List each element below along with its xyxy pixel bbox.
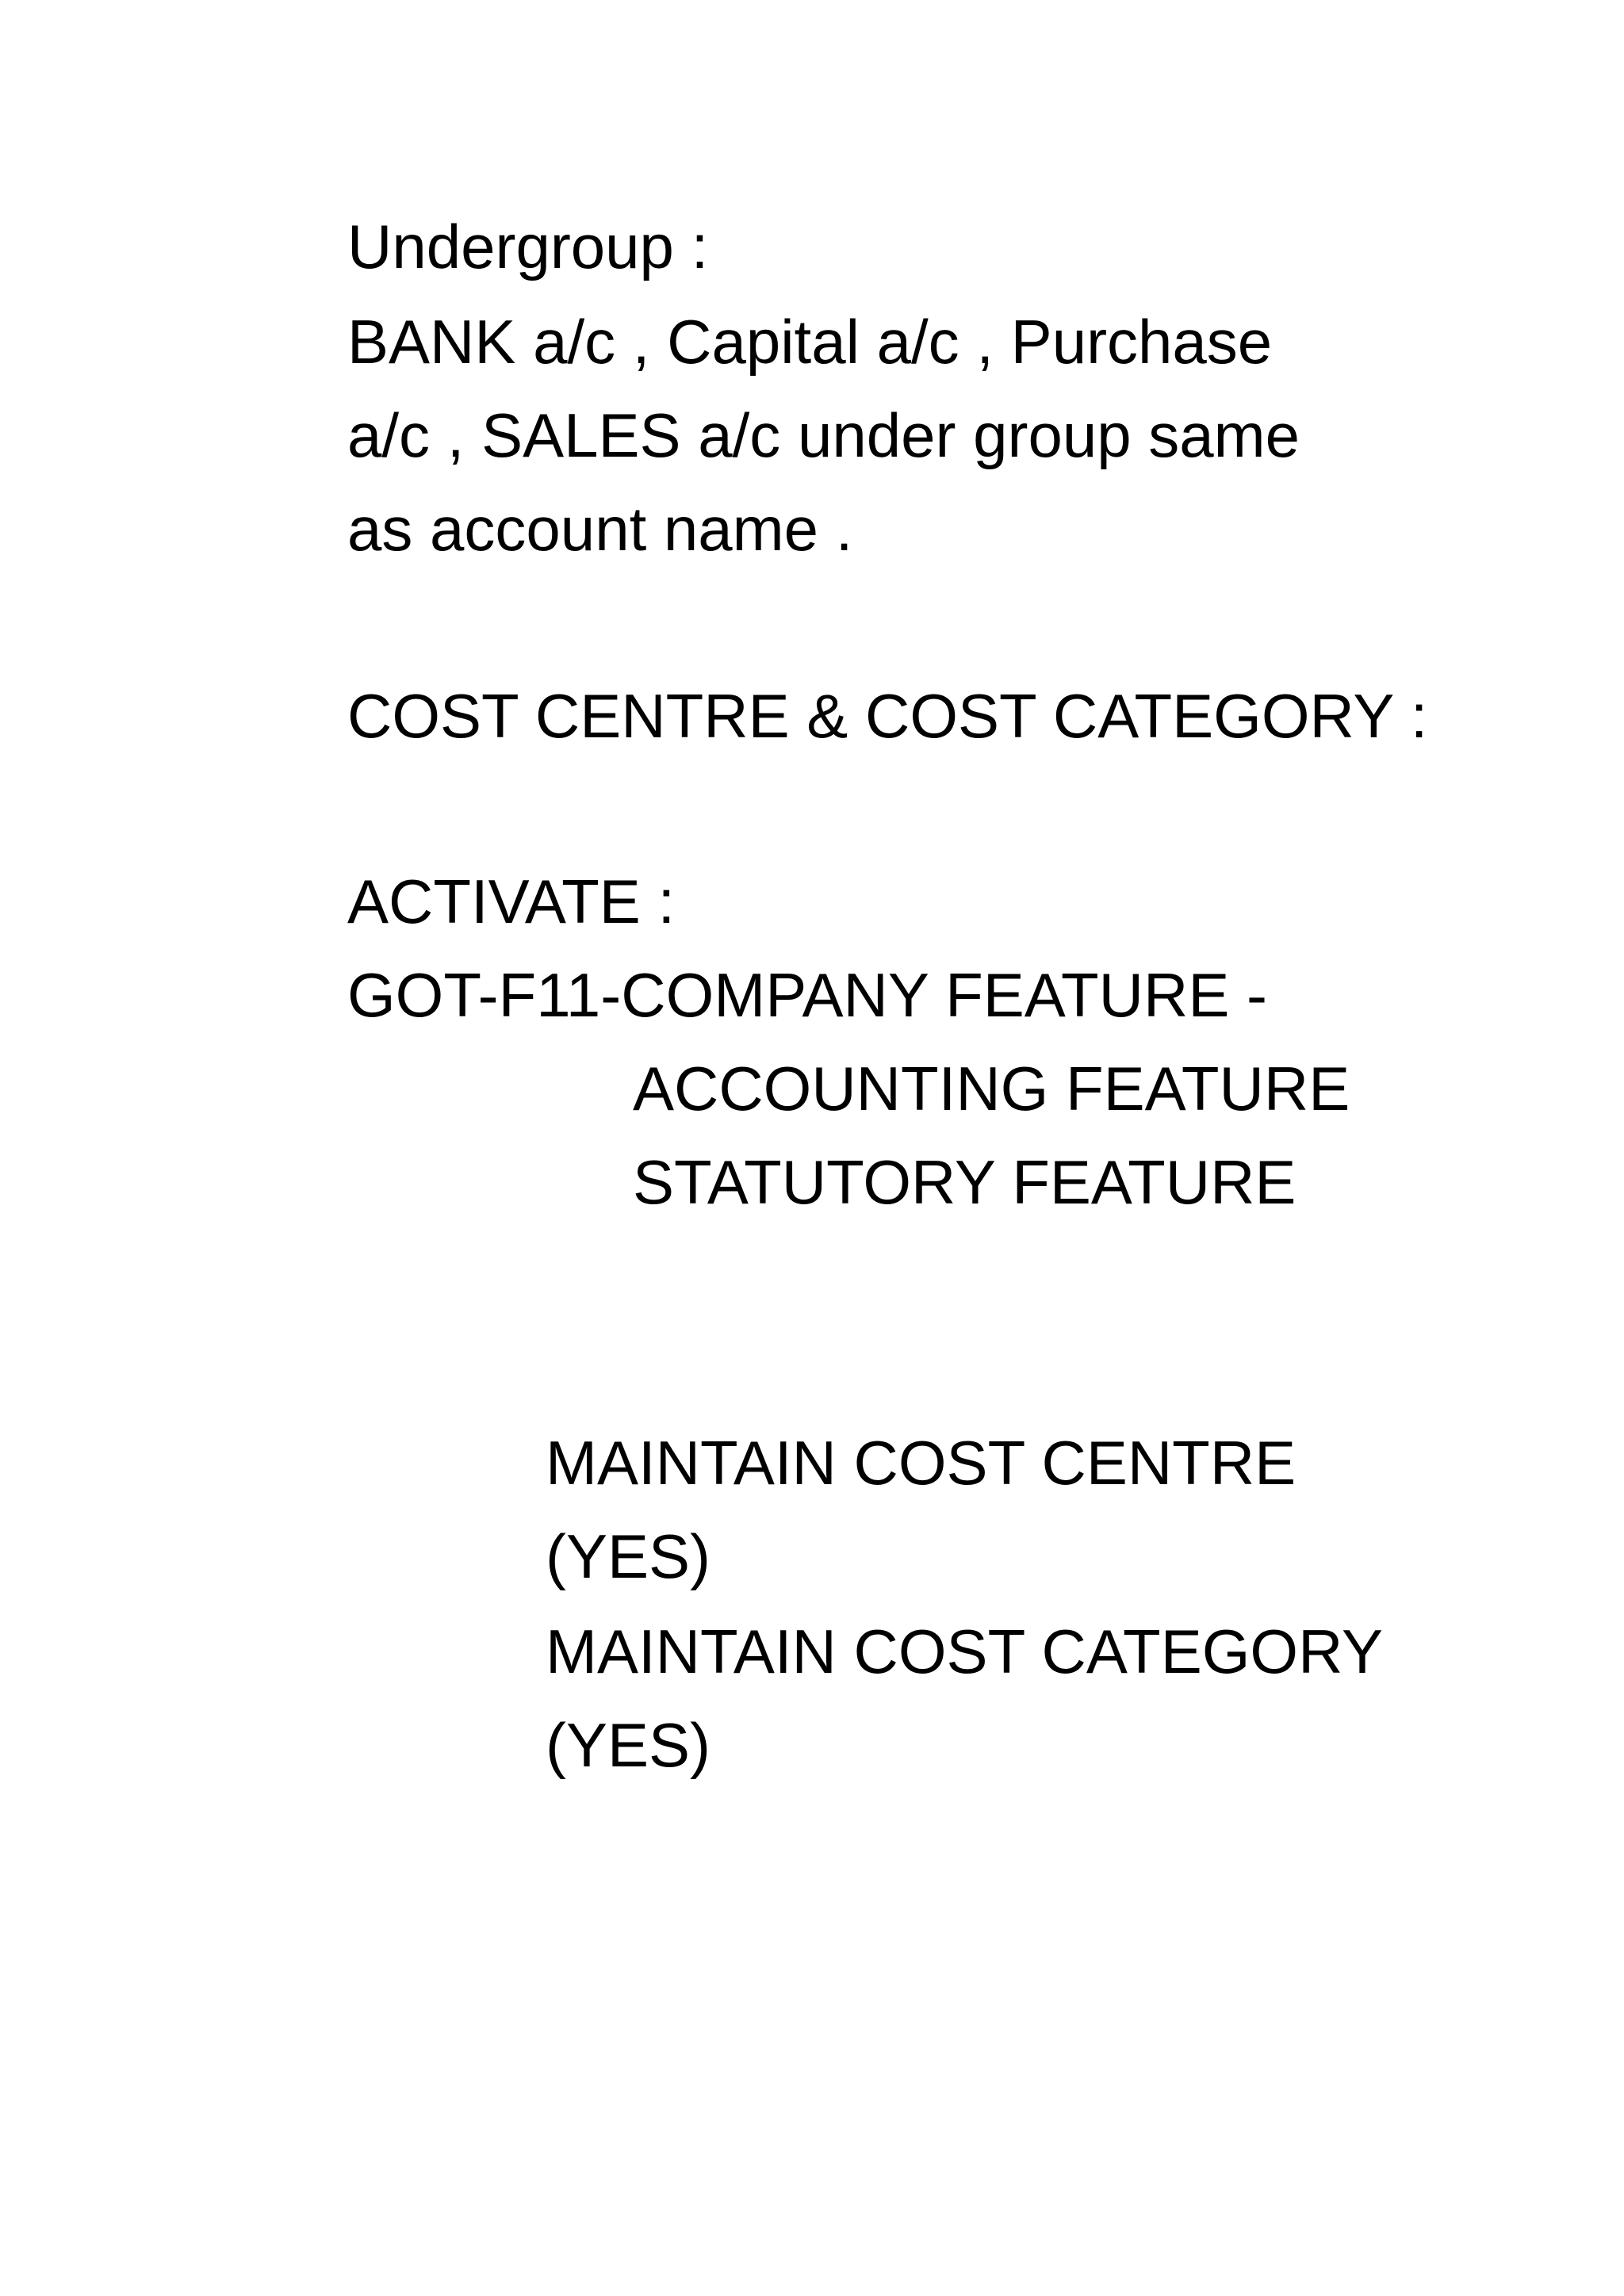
maintain-cost-category-value: (YES) [546,1710,711,1780]
undergroup-heading: Undergroup : [347,212,709,281]
activate-heading: ACTIVATE : [347,867,676,936]
undergroup-text-line-1: BANK a/c , Capital a/c , Purchase [347,307,1273,377]
undergroup-text-line-3: as account name . [347,494,853,564]
accounting-feature-line: ACCOUNTING FEATURE [633,1054,1350,1123]
undergroup-text-line-2: a/c , SALES a/c under group same [347,400,1300,470]
maintain-cost-centre-line: MAINTAIN COST CENTRE [546,1428,1297,1498]
cost-centre-category-heading: COST CENTRE & COST CATEGORY : [347,681,1428,751]
statutory-feature-line: STATUTORY FEATURE [633,1147,1297,1217]
company-feature-line: GOT-F11-COMPANY FEATURE - [347,960,1267,1030]
maintain-cost-category-line: MAINTAIN COST CATEGORY [546,1617,1384,1686]
maintain-cost-centre-value: (YES) [546,1521,711,1591]
